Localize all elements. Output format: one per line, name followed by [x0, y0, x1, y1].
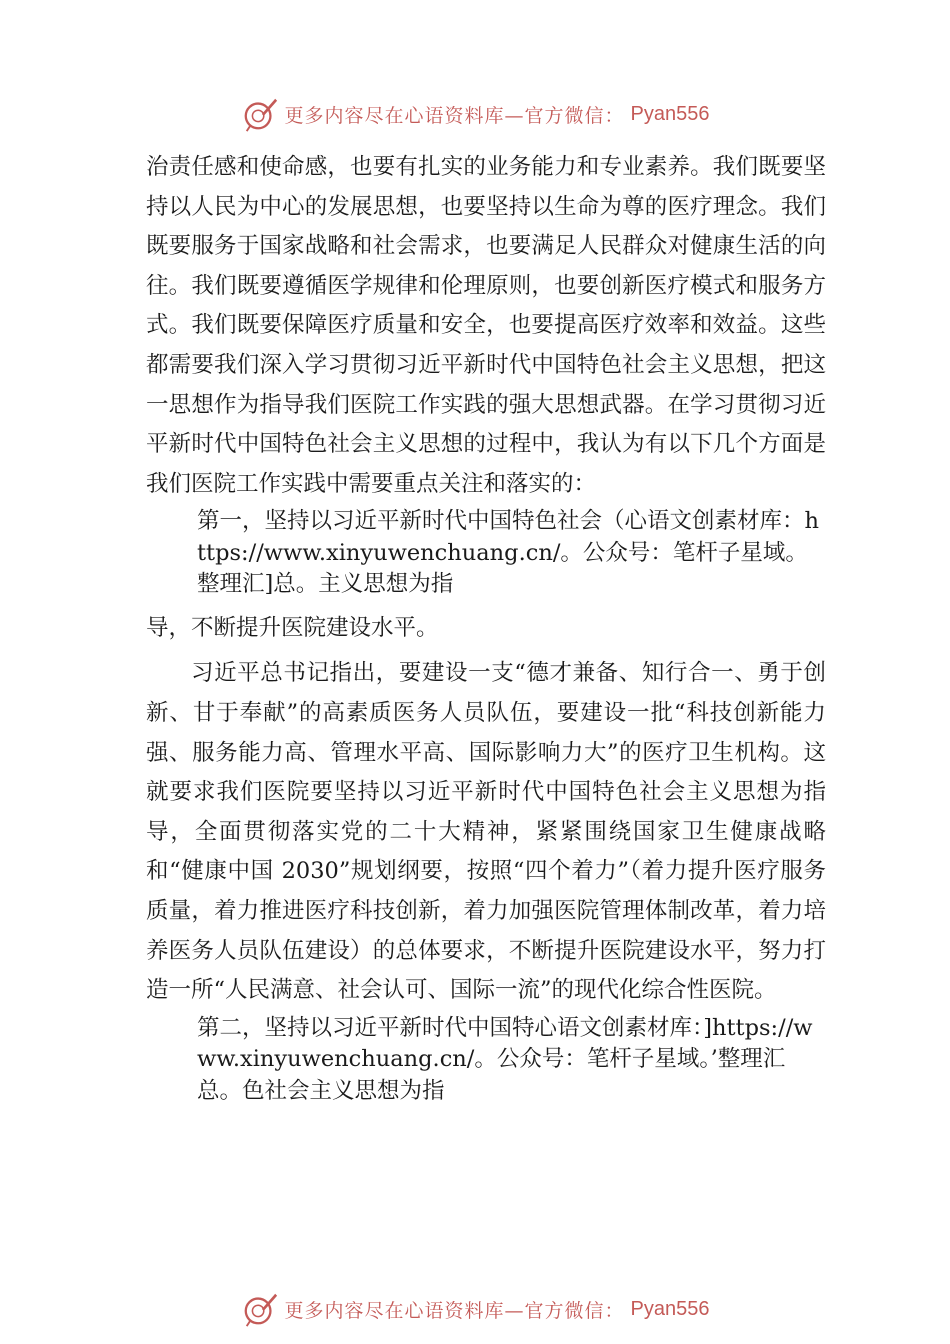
document-body: [146, 148, 826, 1109]
watermark-wechat-id: Pyan556: [630, 102, 710, 125]
watermark-text: 更多内容尽在心语资料库—官方微信：: [284, 104, 625, 127]
pen-logo-icon: [241, 95, 279, 133]
paragraph-3: 习近平总书记指出，要建设一支“德才兼备、知行合一、勇于创新、甘于奉献”的高素质医务人员队伍，要建设一批“科技创新能力强、服务能力高、管理水平高、国际影响力大”的医疗卫生机构。这就要求我们医院要坚持以习近平新时代中国特色社会主义思想为指导，全面贯彻落实党的二十大精神，紧紧围绕国家卫生健康战略和“健康中国 2030”规划纲要，按照“四个着力”（着力提升医疗服务质量，着力推进医疗科技创新，着力加强医院管理体制改革，着力培养医务人员队伍建设）的总体要求，不断提升医院建设水平，努力打造一所“人民满意、社会认可、国际一流”的现代化综合性医院。: [146, 660, 826, 1004]
header-watermark: [0, 94, 950, 134]
paragraph-1: 治责任感和使命感，也要有扎实的业务能力和专业素养。我们既要坚持以人民为中心的发展思想，也要坚持以生命为尊的医疗理念。我们既要服务于国家战略和社会需求，也要满足人民群众对健康生活的向往。我们既要遵循医学规律和伦理原则，也要创新医疗模式和服务方式。我们既要保障医疗质量和安全，也要提高医疗效率和效益。这些都需要我们深入学习贯彻习近平新时代中国特色社会主义思想，把这一思想作为指导我们医院工作实践的强大思想武器。在学习贯彻习近平新时代中国特色社会主义思想的过程中，我认为有以下几个方面是我们医院工作实践中需要重点关注和落实的：: [146, 154, 826, 497]
watermark-wechat-id: Pyan556: [630, 1297, 710, 1320]
pen-logo-icon: [241, 1290, 279, 1328]
paragraph-2: 导，不断提升医院建设水平。: [146, 614, 439, 641]
inserted-note-1: 第一，坚持以习近平新时代中国特色社会（心语文创素材库：https://www.xinyuwenchuang.cn/。公众号：笔杆子星域。整理汇]总。主义思想为指: [197, 508, 819, 598]
inserted-note-2: 第二，坚持以习近平新时代中国特心语文创素材库：]https://www.xinyuwenchuang.cn/。公众号：笔杆子星域。’整理汇总。色社会主义思想为指: [197, 1014, 813, 1104]
footer-watermark: [0, 1289, 950, 1329]
watermark-text: 更多内容尽在心语资料库—官方微信：: [284, 1299, 625, 1322]
